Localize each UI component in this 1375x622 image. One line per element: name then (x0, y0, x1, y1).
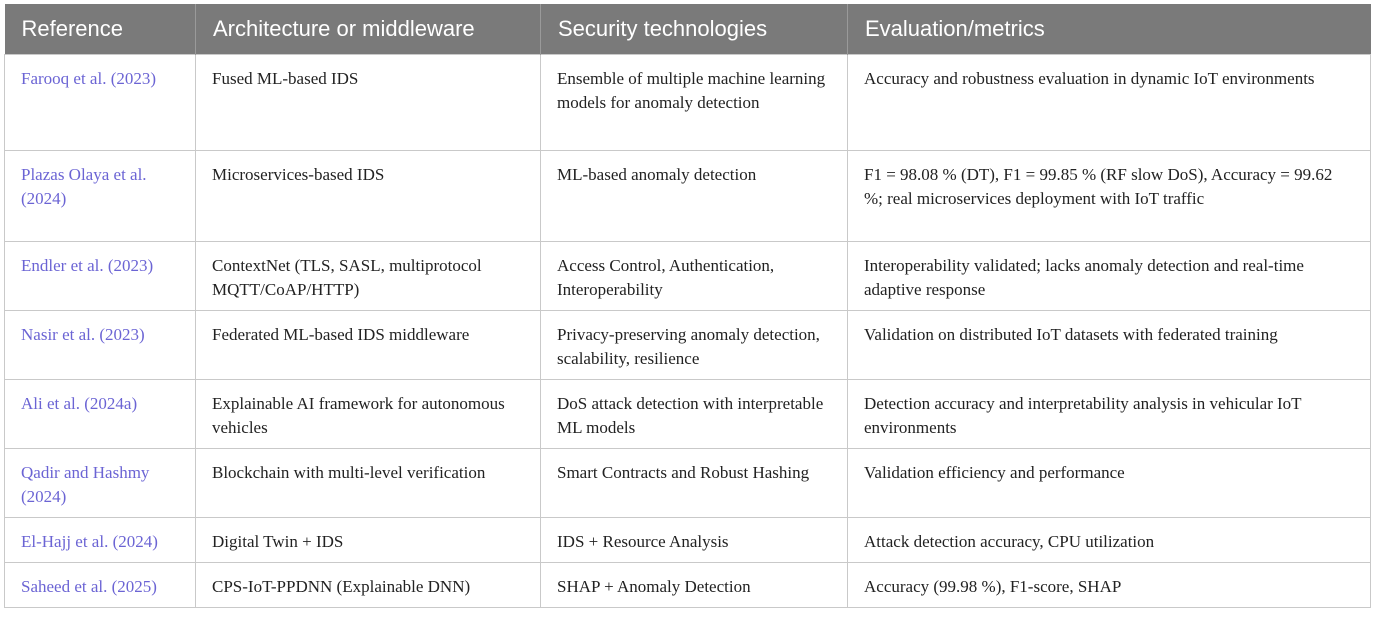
comparison-table-container (4, 4, 1370, 608)
security-cell: Smart Contracts and Robust Hashing (541, 448, 848, 517)
security-cell: ML-based anomaly detection (541, 150, 848, 241)
security-cell: Access Control, Authentication, Interoperability (541, 241, 848, 310)
reference-link[interactable]: Plazas Olaya et al. (2024) (5, 150, 196, 241)
architecture-cell: CPS-IoT-PPDNN (Explainable DNN) (196, 562, 541, 607)
reference-link[interactable]: Farooq et al. (2023) (5, 54, 196, 150)
table-row (5, 448, 1371, 517)
reference-link[interactable]: Ali et al. (2024a) (5, 379, 196, 448)
header-architecture: Architecture or middleware (196, 4, 541, 54)
header-security-technologies: Security technologies (541, 4, 848, 54)
architecture-cell: Microservices-based IDS (196, 150, 541, 241)
reference-link[interactable]: El-Hajj et al. (2024) (5, 517, 196, 562)
security-cell: DoS attack detection with interpretable ML models (541, 379, 848, 448)
table-row (5, 54, 1371, 150)
security-cell: SHAP + Anomaly Detection (541, 562, 848, 607)
header-row (5, 4, 1371, 54)
comparison-table (4, 4, 1371, 608)
architecture-cell: Federated ML-based IDS middleware (196, 310, 541, 379)
architecture-cell: ContextNet (TLS, SASL, multiprotocol MQTT/CoAP/HTTP) (196, 241, 541, 310)
table-row (5, 562, 1371, 607)
table-row (5, 150, 1371, 241)
security-cell: IDS + Resource Analysis (541, 517, 848, 562)
header-reference: Reference (5, 4, 196, 54)
security-cell: Privacy-preserving anomaly detection, scalability, resilience (541, 310, 848, 379)
evaluation-cell: Detection accuracy and interpretability analysis in vehicular IoT environments (848, 379, 1371, 448)
header-evaluation-metrics: Evaluation/metrics (848, 4, 1371, 54)
reference-link[interactable]: Qadir and Hashmy (2024) (5, 448, 196, 517)
table-row (5, 379, 1371, 448)
evaluation-cell: F1 = 98.08 % (DT), F1 = 99.85 % (RF slow DoS), Accuracy = 99.62 %; real microservices deployment with IoT traffic (848, 150, 1371, 241)
evaluation-cell: Accuracy and robustness evaluation in dynamic IoT environments (848, 54, 1371, 150)
reference-link[interactable]: Nasir et al. (2023) (5, 310, 196, 379)
evaluation-cell: Interoperability validated; lacks anomaly detection and real-time adaptive response (848, 241, 1371, 310)
table-header (5, 4, 1371, 54)
table-row (5, 517, 1371, 562)
architecture-cell: Digital Twin + IDS (196, 517, 541, 562)
reference-link[interactable]: Endler et al. (2023) (5, 241, 196, 310)
evaluation-cell: Validation efficiency and performance (848, 448, 1371, 517)
architecture-cell: Explainable AI framework for autonomous vehicles (196, 379, 541, 448)
architecture-cell: Fused ML-based IDS (196, 54, 541, 150)
evaluation-cell: Validation on distributed IoT datasets with federated training (848, 310, 1371, 379)
architecture-cell: Blockchain with multi-level verification (196, 448, 541, 517)
evaluation-cell: Accuracy (99.98 %), F1-score, SHAP (848, 562, 1371, 607)
reference-link[interactable]: Saheed et al. (2025) (5, 562, 196, 607)
security-cell: Ensemble of multiple machine learning models for anomaly detection (541, 54, 848, 150)
table-row (5, 310, 1371, 379)
table-row (5, 241, 1371, 310)
evaluation-cell: Attack detection accuracy, CPU utilization (848, 517, 1371, 562)
table-body (5, 54, 1371, 607)
